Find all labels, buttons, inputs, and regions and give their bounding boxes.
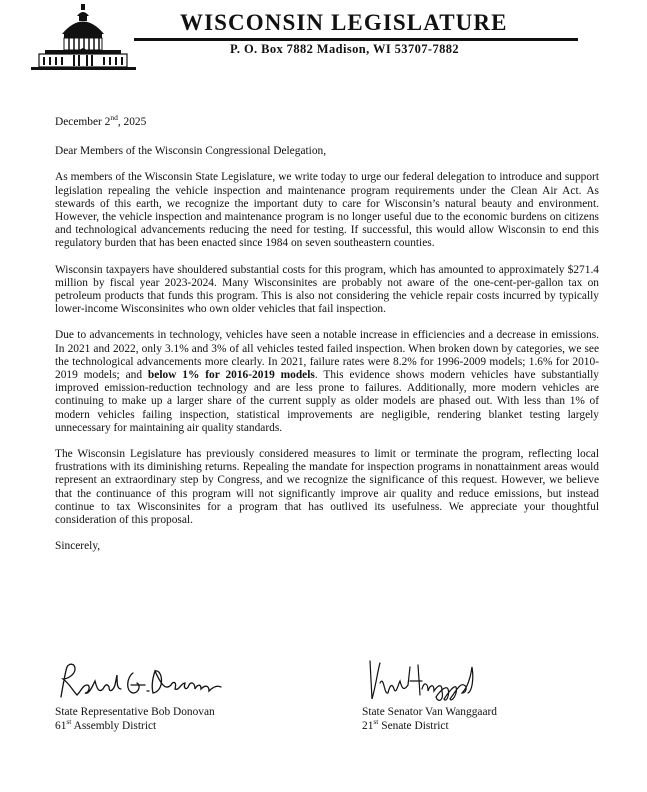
handwritten-signature <box>362 655 482 705</box>
paragraph-2: Wisconsin taxpayers have shouldered substantial costs for this program, which has amounted to approximately $271.4 million by fiscal year 2023-2024. Many Wisconsinites are probably not aware of the one-cent-per-gallon tax on petroleum products that funds this program. This is also not considering the vehicle repair costs incurred by typically lower-income Wisconsinites who own older vehicles that fail inspection. <box>55 263 599 316</box>
paragraph-1: As members of the Wisconsin State Legislature, we write today to urge our federal delegation to introduce and support legislation repealing the vehicle inspection and maintenance program requirements under the Clean Air Act. As stewards of this earth, we recognize the important duty to care for Wisconsin’s natural beauty and environment. However, the vehicle inspection and maintenance program is no longer useful due to the economic burdens on citizens and technological advancements reducing the need for testing. If successful, this would allow Wisconsin to end this regulatory burden that has been enacted since 1984 on seven southeastern counties. <box>55 171 599 250</box>
letterhead-rule <box>134 38 578 41</box>
signatory-district: 21st Senate District <box>362 717 449 732</box>
signatory-name: State Senator Van Wanggaard <box>362 706 497 718</box>
letterhead <box>0 0 647 80</box>
paragraph-4: The Wisconsin Legislature has previously considered measures to limit or terminate the program, reflecting local frustrations with its diminishing returns. Repealing the mandate for inspection programs in nonattainment areas would represent an extraordinary step by Congress, and we recognize the significance of this request. However, we believe that the continuance of this program will not significantly improve air quality and reduce emissions, but instead continue to tax Wisconsinites for a program that has outlived its usefulness. We appreciate your thoughtful consideration of this proposal. <box>55 448 599 527</box>
handwritten-signature <box>55 655 225 705</box>
signatory-name: State Representative Bob Donovan <box>55 706 215 718</box>
organization-address: P. O. Box 7882 Madison, WI 53707-7882 <box>230 42 460 56</box>
signature-block-donovan <box>55 655 225 733</box>
organization-name: WISCONSIN LEGISLATURE <box>180 10 508 35</box>
emphasis-text: below 1% for 2016-2019 models <box>147 369 315 382</box>
capitol-building-icon <box>31 4 136 70</box>
paragraph-3: Due to advancements in technology, vehicles have seen a notable increase in efficiencies and a decrease in emissions. In 2021 and 2022, only 3.1% and 3% of all vehicles tested failed inspection. When broken down by categories, we see the technological advancements more clearly. In 2021, failure rates were 8.2% for 1996-2009 models; 1.6% for 2010-2019 models; and below 1% for 2016-2019 models. This evidence shows modern vehicles have substantially improved emission-reduction technology and are less prone to failures. Additionally, more modern vehicles are continuing to make up a larger share of the current supply as older models are phased out. With less than 1% of modern vehicles failing inspection, statistical improvements are negligible, rendering blanket testing largely unnecessary for maintaining air quality standards. <box>55 329 599 434</box>
signature-block-wanggaard <box>362 655 497 733</box>
salutation: Dear Members of the Wisconsin Congressional Delegation, <box>55 145 327 158</box>
letter-body <box>55 113 599 553</box>
letter-date: December 2nd, 2025 <box>55 113 147 128</box>
signatory-district: 61st Assembly District <box>55 717 157 732</box>
closing: Sincerely, <box>55 540 101 553</box>
